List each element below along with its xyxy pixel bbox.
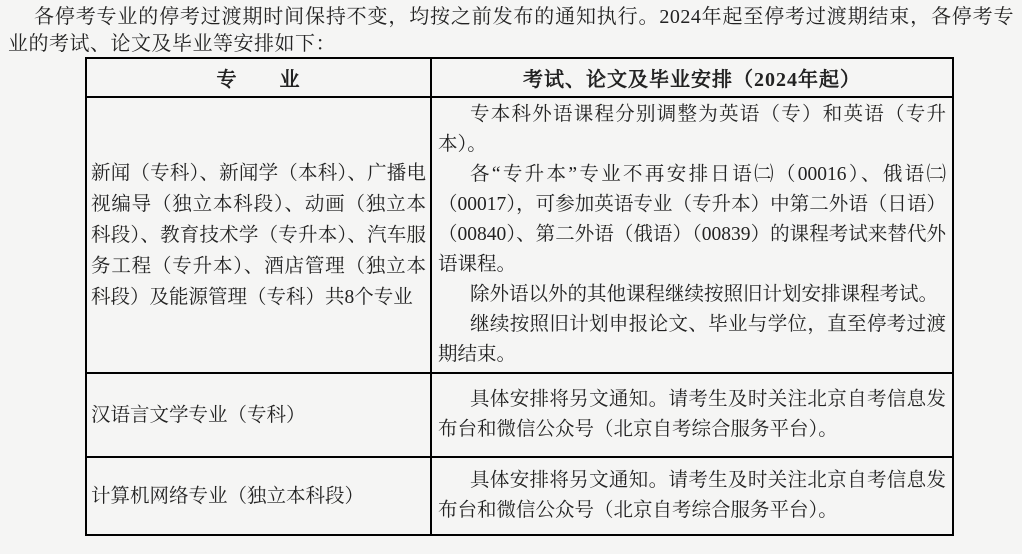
table-row-suspended-majors-group xyxy=(86,97,953,373)
arrangement-cell xyxy=(431,373,953,457)
arrangement-paragraph: 继续按照旧计划申报论文、毕业与学位，直至停考过渡期结束。 xyxy=(438,314,946,365)
column-header-arrangement: 考试、论文及毕业安排（2024年起） xyxy=(431,58,953,97)
arrangement-cell xyxy=(431,457,953,535)
intro-paragraph: 各停考专业的停考过渡期时间保持不变，均按之前发布的通知执行。2024年起至停考过渡期结束，各停考专业的考试、论文及毕业等安排如下： xyxy=(8,6,1014,55)
major-cell: 计算机网络专业（独立本科段） xyxy=(86,457,431,535)
table-header-row xyxy=(86,58,953,97)
suspended-majors-table xyxy=(85,57,954,536)
arrangement-paragraph: 除外语以外的其他课程继续按照旧计划安排课程考试。 xyxy=(470,284,939,305)
table-row-chinese-literature xyxy=(86,373,953,457)
arrangement-cell xyxy=(431,97,953,373)
arrangement-paragraph: 具体安排将另文通知。请考生及时关注北京自考信息发布台和微信公众号（北京自考综合服务平台）。 xyxy=(438,470,946,521)
arrangement-paragraph: 具体安排将另文通知。请考生及时关注北京自考信息发布台和微信公众号（北京自考综合服务平台）。 xyxy=(438,389,946,440)
table-row-computer-network xyxy=(86,457,953,535)
major-cell: 新闻（专科）、新闻学（本科）、广播电视编导（独立本科段）、动画（独立本科段）、教育技术学（专升本）、汽车服务工程（专升本）、酒店管理（独立本科段）及能源管理（专科）共8个专业 xyxy=(86,97,431,373)
column-header-major: 专 业 xyxy=(86,58,431,97)
arrangement-paragraph: 各“专升本”专业不再安排日语㈡（00016）、俄语㈡（00017），可参加英语专业（专升本）中第二外语（日语）（00840）、第二外语（俄语）（00839）的课程考试来替代外语课程。 xyxy=(438,164,946,275)
arrangement-paragraph: 专本科外语课程分别调整为英语（专）和英语（专升本）。 xyxy=(438,104,946,155)
major-cell: 汉语言文学专业（专科） xyxy=(86,373,431,457)
